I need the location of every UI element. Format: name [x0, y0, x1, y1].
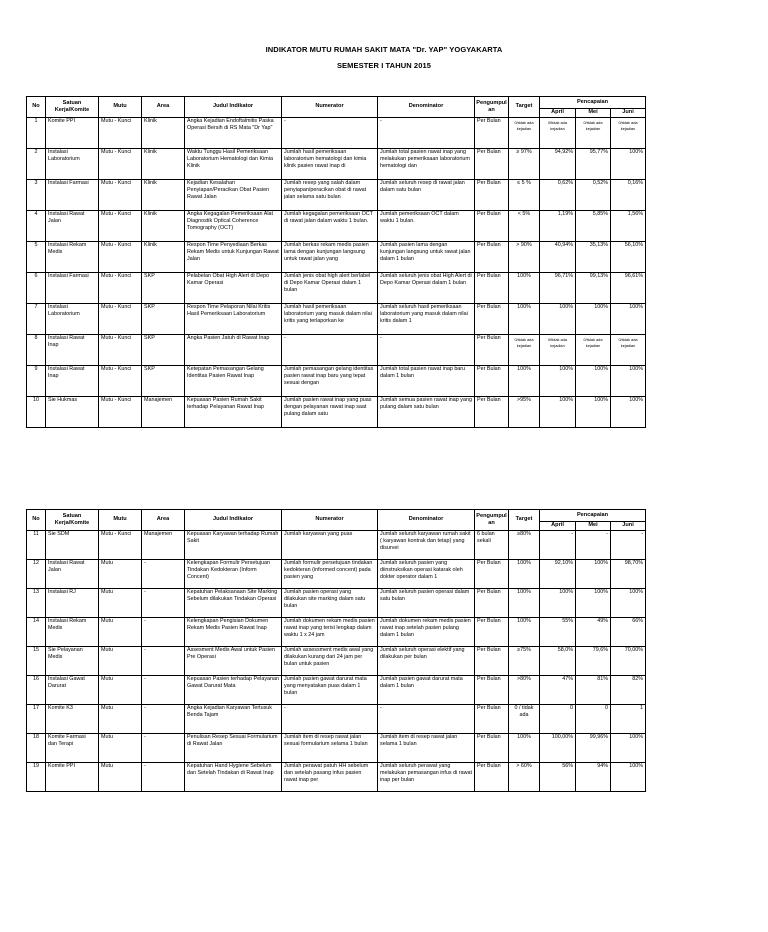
mei-cell: 100% — [576, 589, 611, 618]
col-header-mutu: Mutu — [99, 510, 142, 531]
judul-indikator-cell: Respon Time Pelaporan Nilai Kritis Hasil Pemeriksaan Laboratorium — [185, 304, 282, 335]
juni-cell: 100% — [611, 149, 646, 180]
mei-cell: 95,77% — [576, 149, 611, 180]
numerator-cell: Jumlah jenis obat high alert berlabel di Depo Kamar Operasi dalam 1 bulan — [282, 273, 378, 304]
target-cell: 100% — [509, 734, 540, 763]
numerator-cell: Jumlah hasil pemeriksaan laboratorium hematologi dan kimia klinik pasien rawat inap di — [282, 149, 378, 180]
row-number: 8 — [27, 335, 46, 366]
satuan-kerja-cell: Instalasi Farmasi — [46, 180, 99, 211]
satuan-kerja-cell: Instalasi RJ — [46, 589, 99, 618]
mei-cell: 99,96% — [576, 734, 611, 763]
mutu-cell: Mutu — [99, 589, 142, 618]
mei-cell: 99,13% — [576, 273, 611, 304]
col-header-juni: Juni — [611, 522, 646, 531]
satuan-kerja-cell: Komite PPI — [46, 763, 99, 792]
target-cell: ≤ 5 % — [509, 180, 540, 211]
mei-cell: 0/tidak ada kejadian — [576, 118, 611, 149]
april-cell: 0,62% — [540, 180, 576, 211]
table-row — [27, 335, 646, 366]
juni-cell: 100% — [611, 304, 646, 335]
juni-cell: 100% — [611, 734, 646, 763]
mei-cell: 100% — [576, 560, 611, 589]
denominator-cell: - — [378, 118, 475, 149]
target-cell: ≥80% — [509, 531, 540, 560]
satuan-kerja-cell: Sie Hukmas — [46, 397, 99, 428]
judul-indikator-cell: Kelengkapan Pengisian Dokumen Rekam Medis Pasien Rawat Inap — [185, 618, 282, 647]
pengumpulan-cell: Per Bulan — [475, 118, 509, 149]
denominator-cell: Jumlah total pasien rawat inap yang melakukan pemeriksaan laboratorium hematologi dan — [378, 149, 475, 180]
numerator-cell: Jumlah pasien rawat inap yang puas dengan pelayanan rawat inap saat pulang dalam satu — [282, 397, 378, 428]
target-cell: 100% — [509, 560, 540, 589]
target-cell: >80% — [509, 676, 540, 705]
satuan-kerja-cell: Instalasi Rekam Medis — [46, 618, 99, 647]
area-cell: - — [142, 676, 185, 705]
denominator-cell: Jumlah seluruh jenis obat High Alert di Depo Kamar Operasi dalam 1 bulan — [378, 273, 475, 304]
numerator-cell: Jumlah item di resep rawat jalan sesuai formularium selama 1 bulan — [282, 734, 378, 763]
denominator-cell: Jumlah semua pasien rawat inap yang pulang dalam satu bulan — [378, 397, 475, 428]
table-row — [27, 560, 646, 589]
row-number: 2 — [27, 149, 46, 180]
satuan-kerja-cell: Instalasi Rawat Inap — [46, 366, 99, 397]
pengumpulan-cell: Per Bulan — [475, 705, 509, 734]
denominator-cell: Jumlah total pasien rawat inap baru dalam 1 bulan — [378, 366, 475, 397]
row-number: 5 — [27, 242, 46, 273]
juni-cell: 1 — [611, 705, 646, 734]
mei-cell: 100% — [576, 397, 611, 428]
row-number: 10 — [27, 397, 46, 428]
col-header-denominator: Denominator — [378, 97, 475, 118]
area-cell: - — [142, 647, 185, 676]
denominator-cell: Jumlah dokumen rekam medis pasien rawat inap setelah pasien pulang dalam 1 bulan — [378, 618, 475, 647]
juni-cell: 96,61% — [611, 273, 646, 304]
row-number: 18 — [27, 734, 46, 763]
row-number: 4 — [27, 211, 46, 242]
row-number: 12 — [27, 560, 46, 589]
mutu-cell: Mutu - Kunci — [99, 531, 142, 560]
judul-indikator-cell: Penulisan Resep Sesuai Formularium di Rawat Jalan — [185, 734, 282, 763]
col-header-mei: Mei — [576, 522, 611, 531]
satuan-kerja-cell: Instalasi Rekam Medis — [46, 242, 99, 273]
judul-indikator-cell: Kepuasan Karyawan terhadap Rumah Sakit — [185, 531, 282, 560]
col-header-numerator: Numerator — [282, 510, 378, 531]
april-cell: 55% — [540, 618, 576, 647]
col-header-numerator: Numerator — [282, 97, 378, 118]
col-header-pengumpulan: Pengumpul an — [475, 510, 509, 531]
mutu-cell: Mutu - Kunci — [99, 273, 142, 304]
satuan-kerja-cell: Instalasi Laboratorium — [46, 304, 99, 335]
april-cell: - — [540, 531, 576, 560]
mutu-cell: Mutu - Kunci — [99, 366, 142, 397]
april-cell: 56% — [540, 763, 576, 792]
numerator-cell: Jumlah hasil pemeriksaan laboratorium yang masuk dalam nilai kritis yang terlaporkan ke — [282, 304, 378, 335]
judul-indikator-cell: Angka Pasien Jatuh di Rawat Inap — [185, 335, 282, 366]
juni-cell: 0,16% — [611, 180, 646, 211]
indicator-table-2 — [26, 509, 646, 792]
numerator-cell: Jumlah pemasangan gelang identitas pasien rawat inap baru yang tepat sesuai dengan — [282, 366, 378, 397]
satuan-kerja-cell: Komite PPI — [46, 118, 99, 149]
col-header-denominator: Denominator — [378, 510, 475, 531]
col-header-no: No — [27, 510, 46, 531]
denominator-cell: Jumlah seluruh pasien operasi dalam satu bulan — [378, 589, 475, 618]
row-number: 15 — [27, 647, 46, 676]
area-cell: - — [142, 705, 185, 734]
april-cell: 96,71% — [540, 273, 576, 304]
col-header-pengumpulan: Pengumpul an — [475, 97, 509, 118]
numerator-cell: Jumlah perawat patuh HH sebelum dan setelah pasang infus pasien rawat inap per — [282, 763, 378, 792]
april-cell: 100% — [540, 304, 576, 335]
mutu-cell: Mutu - Kunci — [99, 335, 142, 366]
april-cell: 58,0% — [540, 647, 576, 676]
denominator-cell: - — [378, 705, 475, 734]
juni-cell: 100% — [611, 763, 646, 792]
mutu-cell: Mutu — [99, 763, 142, 792]
denominator-cell: Jumlah item di resep rawat jalan selama 1 bulan — [378, 734, 475, 763]
april-cell: 40,94% — [540, 242, 576, 273]
april-cell: 100% — [540, 397, 576, 428]
mutu-cell: Mutu - Kunci — [99, 397, 142, 428]
pengumpulan-cell: Per Bulan — [475, 589, 509, 618]
row-number: 1 — [27, 118, 46, 149]
judul-indikator-cell: Angka Kegagalan Pemeriksaan Alat Diagnostik Optical Coherence Tomography (OCT) — [185, 211, 282, 242]
satuan-kerja-cell: Sie Pelayanan Medis — [46, 647, 99, 676]
row-number: 14 — [27, 618, 46, 647]
row-number: 9 — [27, 366, 46, 397]
pengumpulan-cell: Per Bulan — [475, 242, 509, 273]
satuan-kerja-cell: Sie SDM — [46, 531, 99, 560]
denominator-cell: - — [378, 335, 475, 366]
juni-cell: 0/tidak ada kejadian — [611, 118, 646, 149]
table-row — [27, 273, 646, 304]
satuan-kerja-cell: Instalasi Rawat Jalan — [46, 560, 99, 589]
mutu-cell: Mutu - Kunci — [99, 304, 142, 335]
judul-indikator-cell: Kepuasan Pasien Rumah Sakit terhadap Pelayanan Rawat Inap — [185, 397, 282, 428]
pengumpulan-cell: Per Bulan — [475, 618, 509, 647]
juni-cell: 70,00% — [611, 647, 646, 676]
table-row — [27, 647, 646, 676]
numerator-cell: - — [282, 705, 378, 734]
april-cell: 47% — [540, 676, 576, 705]
area-cell: - — [142, 618, 185, 647]
area-cell: SKP — [142, 304, 185, 335]
mutu-cell: Mutu — [99, 734, 142, 763]
april-cell: 0/tidak ada kejadian — [540, 335, 576, 366]
pengumpulan-cell: Per Bulan — [475, 149, 509, 180]
mei-cell: 100% — [576, 304, 611, 335]
table-row — [27, 589, 646, 618]
juni-cell: 66% — [611, 618, 646, 647]
col-header-april: April — [540, 522, 576, 531]
pengumpulan-cell: Per Bulan — [475, 335, 509, 366]
area-cell: - — [142, 763, 185, 792]
col-header-judul: Judul Indikator — [185, 97, 282, 118]
table-row — [27, 180, 646, 211]
table-row — [27, 763, 646, 792]
juni-cell: 100% — [611, 589, 646, 618]
pengumpulan-cell: Per Bulan — [475, 180, 509, 211]
table-row — [27, 242, 646, 273]
juni-cell: - — [611, 531, 646, 560]
satuan-kerja-cell: Instalasi Rawat Jalan — [46, 211, 99, 242]
juni-cell: 1,56% — [611, 211, 646, 242]
area-cell: Manajemen — [142, 397, 185, 428]
target-cell: 100% — [509, 366, 540, 397]
satuan-kerja-cell: Instalasi Laboratorium — [46, 149, 99, 180]
april-cell: 0/tidak ada kejadian — [540, 118, 576, 149]
table-row — [27, 304, 646, 335]
col-header-mei: Mei — [576, 109, 611, 118]
row-number: 16 — [27, 676, 46, 705]
col-header-judul: Judul Indikator — [185, 510, 282, 531]
col-header-area: Area — [142, 97, 185, 118]
juni-cell: 98,70% — [611, 560, 646, 589]
satuan-kerja-cell: Instalasi Gawat Darurat — [46, 676, 99, 705]
area-cell: SKP — [142, 273, 185, 304]
target-cell: 100% — [509, 304, 540, 335]
juni-cell: 100% — [611, 366, 646, 397]
pengumpulan-cell: Per Bulan — [475, 763, 509, 792]
target-cell: 0/tidak ada kejadian — [509, 118, 540, 149]
area-cell: Klinik — [142, 118, 185, 149]
denominator-cell: Jumlah seluruh operasi elektif yang dilakukan per bulan — [378, 647, 475, 676]
judul-indikator-cell: Kelengkapan Formulir Persetujuan Tindakan Kedokteran (Inform Concent) — [185, 560, 282, 589]
mutu-cell: Mutu — [99, 560, 142, 589]
document-title: INDIKATOR MUTU RUMAH SAKIT MATA "Dr. YAP" YOGYAKARTA — [265, 45, 503, 54]
col-header-pencapaian: Pencapaian — [540, 97, 646, 109]
mutu-cell: Mutu - Kunci — [99, 118, 142, 149]
col-header-april: April — [540, 109, 576, 118]
denominator-cell: Jumlah seluruh hasil pemeriksaan laboratorium yang masuk dalam nilai kritis dalam 1 — [378, 304, 475, 335]
col-header-pencapaian: Pencapaian — [540, 510, 646, 522]
mei-cell: 94% — [576, 763, 611, 792]
pengumpulan-cell: Per Bulan — [475, 304, 509, 335]
mutu-cell: Mutu — [99, 618, 142, 647]
numerator-cell: - — [282, 118, 378, 149]
mei-cell: 5,85% — [576, 211, 611, 242]
numerator-cell: Jumlah berkas rekam medis pasien lama dengan kunjungan langsung untuk rawat jalan yang — [282, 242, 378, 273]
col-header-satuan: Satuan Kerja/Komite — [46, 97, 99, 118]
col-header-satuan: Satuan Kerja/Komite — [46, 510, 99, 531]
area-cell: Klinik — [142, 242, 185, 273]
mei-cell: 79,6% — [576, 647, 611, 676]
numerator-cell: Jumlah kegagalan pemeriksaan OCT di rawat jalan dalam waktu 1 bulan. — [282, 211, 378, 242]
pengumpulan-cell: Per Bulan — [475, 273, 509, 304]
pengumpulan-cell: 6 bulan sekali — [475, 531, 509, 560]
april-cell: 92,10% — [540, 560, 576, 589]
pengumpulan-cell: Per Bulan — [475, 560, 509, 589]
mei-cell: 100% — [576, 366, 611, 397]
april-cell: 100,00% — [540, 734, 576, 763]
denominator-cell: Jumlah seluruh karyawan rumah sakit ( karyawan kontrak dan tetap) yang disurvei — [378, 531, 475, 560]
numerator-cell: Jumlah formulir persetujuan tindakan kedokteran (informed concent) pada pasien yang — [282, 560, 378, 589]
judul-indikator-cell: Kepuasan Pasien terhadap Pelayanan Gawat Darurat Mata — [185, 676, 282, 705]
target-cell: ≥ 97% — [509, 149, 540, 180]
target-cell: > 60% — [509, 763, 540, 792]
col-header-target: Target — [509, 510, 540, 531]
mei-cell: 35,13% — [576, 242, 611, 273]
judul-indikator-cell: Kejadian Kesalahan Penyiapan/Peracikan Obat Pasien Rawat Jalan — [185, 180, 282, 211]
denominator-cell: Jumlah pemeriksaan OCT dalam waktu 1 bulan. — [378, 211, 475, 242]
denominator-cell: Jumlah pasien gawat darurat mata dalam 1 bulan — [378, 676, 475, 705]
area-cell: - — [142, 589, 185, 618]
area-cell: Klinik — [142, 180, 185, 211]
judul-indikator-cell: Pelabelan Obat High Alert di Depo Kamar Operasi — [185, 273, 282, 304]
row-number: 17 — [27, 705, 46, 734]
row-number: 19 — [27, 763, 46, 792]
juni-cell: 0/tidak ada kejadian — [611, 335, 646, 366]
document-subtitle: SEMESTER I TAHUN 2015 — [336, 61, 432, 70]
table-row — [27, 149, 646, 180]
col-header-no: No — [27, 97, 46, 118]
area-cell: - — [142, 560, 185, 589]
mutu-cell: Mutu — [99, 705, 142, 734]
target-cell: 100% — [509, 618, 540, 647]
satuan-kerja-cell: Komite K3 — [46, 705, 99, 734]
pengumpulan-cell: Per Bulan — [475, 211, 509, 242]
judul-indikator-cell: Kepatuhan Pelaksanaan Site Marking Sebelum dilakukan Tindakan Operasi — [185, 589, 282, 618]
col-header-mutu: Mutu — [99, 97, 142, 118]
target-cell: > 90% — [509, 242, 540, 273]
april-cell: 1,19% — [540, 211, 576, 242]
mei-cell: 0 — [576, 705, 611, 734]
mei-cell: 0/tidak ada kejadian — [576, 335, 611, 366]
april-cell: 0 — [540, 705, 576, 734]
target-cell: 0/tidak ada kejadian — [509, 335, 540, 366]
pengumpulan-cell: Per Bulan — [475, 676, 509, 705]
pengumpulan-cell: Per Bulan — [475, 734, 509, 763]
judul-indikator-cell: Angka Kejadian Endoftalmitis Paska Operasi Bersih di RS Mata "Dr Yap" — [185, 118, 282, 149]
table-row — [27, 118, 646, 149]
area-cell: Klinik — [142, 149, 185, 180]
denominator-cell: Jumlah seluruh resep di rawat jalan dalam satu bulan — [378, 180, 475, 211]
area-cell: SKP — [142, 366, 185, 397]
denominator-cell: Jumlah seluruh pasien yang diinstruksikan operasi katarak oleh dokter operator dalam 1 — [378, 560, 475, 589]
col-header-area: Area — [142, 510, 185, 531]
satuan-kerja-cell: Komite Farmasi dan Terapi — [46, 734, 99, 763]
table-row — [27, 676, 646, 705]
april-cell: 100% — [540, 366, 576, 397]
pengumpulan-cell: Per Bulan — [475, 366, 509, 397]
target-cell: ≥75% — [509, 647, 540, 676]
judul-indikator-cell: Assesment Medis Awal untuk Pasien Pre Operasi — [185, 647, 282, 676]
mutu-cell: Mutu - Kunci — [99, 180, 142, 211]
numerator-cell: Jumlah pasien operasi yang dilakukan site marking dalam satu bulan — [282, 589, 378, 618]
target-cell: >95% — [509, 397, 540, 428]
indicator-table-1 — [26, 96, 646, 428]
april-cell: 94,92% — [540, 149, 576, 180]
numerator-cell: Jumlah karyawan yang puas — [282, 531, 378, 560]
judul-indikator-cell: Ketepatan Pemasangan Gelang Identitas Pasien Rawat Inap — [185, 366, 282, 397]
mei-cell: 0,52% — [576, 180, 611, 211]
row-number: 7 — [27, 304, 46, 335]
table-row — [27, 734, 646, 763]
row-number: 6 — [27, 273, 46, 304]
numerator-cell: Jumlah assessment medis awal yang dilakukan kurang dari 24 jam per bulan untuk pasien — [282, 647, 378, 676]
area-cell: Manajemen — [142, 531, 185, 560]
numerator-cell: Jumlah resep yang salah dalam penyiapan/peracikan obat di rawat jalan selama satu bulan — [282, 180, 378, 211]
target-cell: < 5% — [509, 211, 540, 242]
area-cell: - — [142, 734, 185, 763]
target-cell: 100% — [509, 589, 540, 618]
satuan-kerja-cell: Instalasi Rawat Inap — [46, 335, 99, 366]
col-header-juni: Juni — [611, 109, 646, 118]
juni-cell: 100% — [611, 397, 646, 428]
row-number: 11 — [27, 531, 46, 560]
table-row — [27, 705, 646, 734]
april-cell: 100% — [540, 589, 576, 618]
mei-cell: 81% — [576, 676, 611, 705]
target-cell: 100% — [509, 273, 540, 304]
mutu-cell: Mutu — [99, 676, 142, 705]
juni-cell: 56,10% — [611, 242, 646, 273]
judul-indikator-cell: Waktu Tunggu Hasil Pemeriksaan Laboratorium Hematologi dan Kimia Klinik — [185, 149, 282, 180]
mutu-cell: Mutu - Kunci — [99, 149, 142, 180]
mei-cell: - — [576, 531, 611, 560]
mei-cell: 49% — [576, 618, 611, 647]
pengumpulan-cell: Per Bulan — [475, 397, 509, 428]
mutu-cell: Mutu — [99, 647, 142, 676]
denominator-cell: Jumlah pasien lama dengan kunjungan langsung untuk rawat jalan dalam 1 bulan — [378, 242, 475, 273]
numerator-cell: - — [282, 335, 378, 366]
row-number: 13 — [27, 589, 46, 618]
denominator-cell: Jumlah seluruh perawat yang melakukan pemasangan infus di rawat inap per bulan — [378, 763, 475, 792]
juni-cell: 82% — [611, 676, 646, 705]
target-cell: 0 / tidak ada — [509, 705, 540, 734]
table-row — [27, 366, 646, 397]
col-header-target: Target — [509, 97, 540, 118]
area-cell: SKP — [142, 335, 185, 366]
mutu-cell: Mutu - Kunci — [99, 242, 142, 273]
pengumpulan-cell: Per Bulan — [475, 647, 509, 676]
numerator-cell: Jumlah pasien gawat darurat mata yang menyatakan puas dalam 1 bulan — [282, 676, 378, 705]
mutu-cell: Mutu - Kunci — [99, 211, 142, 242]
table-row — [27, 211, 646, 242]
numerator-cell: Jumlah dokumen rekam medis pasien rawat inap yang terisi lengkap dalam waktu 1 x 24 jam — [282, 618, 378, 647]
table-row — [27, 397, 646, 428]
judul-indikator-cell: Kepatuhan Hand Hygiene Sebelum dan Setelah Tindakan di Rawat Inap — [185, 763, 282, 792]
area-cell: Klinik — [142, 211, 185, 242]
satuan-kerja-cell: Instalasi Farmasi — [46, 273, 99, 304]
judul-indikator-cell: Respon Time Penyediaan Berkas Rekam Medis untuk Kunjungan Rawat Jalan — [185, 242, 282, 273]
judul-indikator-cell: Angka Kejadian Karyawan Tertusuk Benda Tajam — [185, 705, 282, 734]
table-row — [27, 531, 646, 560]
table-row — [27, 618, 646, 647]
row-number: 3 — [27, 180, 46, 211]
